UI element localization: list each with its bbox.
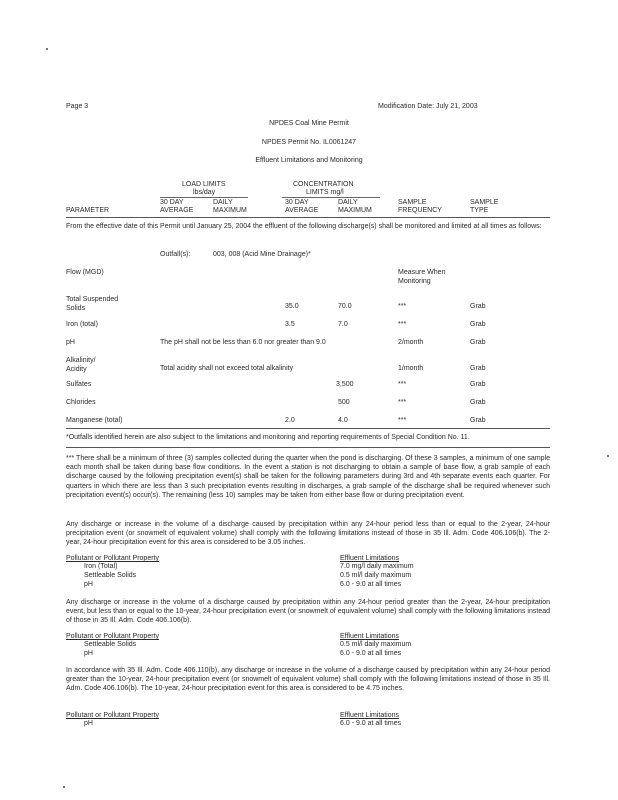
block1-limit: 6.0 - 9.0 at all times [340, 581, 402, 588]
block1-limits-header: Effluent Limitations [340, 555, 400, 562]
load-maximum-header: MAXIMUM [213, 207, 247, 214]
block1-pollutant: pH [84, 581, 93, 588]
row-30day-average: 35.0 [285, 303, 299, 310]
scan-speck [46, 48, 48, 50]
load-daily-header: DAILY [213, 199, 233, 206]
row-sample-type: Grab [470, 381, 486, 388]
conc-daily-header: DAILY [338, 199, 358, 206]
block3-limits-header: Effluent Limitations [340, 712, 400, 719]
row-note: The pH shall not be less than 6.0 nor greater than 9.0 [160, 339, 326, 346]
row-daily-maximum: 70.0 [338, 303, 352, 310]
concentration-header: CONCENTRATION [293, 181, 354, 188]
row-frequency: *** [398, 399, 407, 406]
outfalls-label: Outfall(s): [160, 251, 191, 258]
row-daily-maximum: 4.0 [338, 417, 348, 424]
permit-number: NPDES Permit No. IL0061247 [261, 139, 357, 146]
row-param: Total Suspended Solids [66, 296, 119, 312]
scan-speck [63, 786, 65, 788]
block2-pollutant: pH [84, 650, 93, 657]
ten-year-event-paragraph: Any discharge or increase in the volume of a discharge caused by precipitation within any 24-hour period greater than the 2-year, 24-hour precipitation event, but less than or equal to the 10-year, 24-hour precipitation event (or snowmelt of equivalent volume) shall comply with the following limitations instead of those in 35 Ill. Adm. Code 406.106(b). [66, 599, 550, 625]
row-param: pH [66, 339, 75, 346]
permit-title: NPDES Coal Mine Permit [269, 120, 349, 127]
row-daily-maximum: 7.0 [338, 321, 348, 328]
above-ten-year-paragraph: In accordance with 35 Ill. Adm. Code 406.110(b), any discharge or increase in the volume of a discharge caused by precipitation within any 24-hour period greater than the 10-year, 24-hour precipitation event (or snowmelt of equivalent volume) shall comply with the following limitations instead of those in 35 Ill. Adm. Code 406.106(b). The 10-year, 24-hour precipitation event for this area is considered to be 4.75 inches. [66, 667, 550, 693]
row-daily-maximum: 3,500 [336, 381, 354, 388]
row-param: Manganese (total) [66, 417, 123, 424]
outfall-footnote: *Outfalls identified herein are also subject to the limitations and monitoring and reporting requirements of Special Condition No. 11. [66, 434, 470, 441]
block3-pollutant: pH [84, 720, 93, 727]
row-frequency: *** [398, 303, 407, 310]
load-average-header: AVERAGE [160, 207, 194, 214]
two-year-event-paragraph: Any discharge or increase in the volume of a discharge caused by precipitation within any 24-hour period less than or equal to the 2-year, 24-hour precipitation event (or snowmelt of equivalent volume) shall comply with the following limitations instead of those in 35 Ill. Adm. Code 406.106(b). The 2-year, 24-hour precipitation event for this area is considered to be 3.05 inches. [66, 521, 550, 547]
row-frequency: 2/month [398, 339, 424, 346]
block2-limit: 0.5 ml/l daily maximum [340, 641, 412, 648]
block1-pollutant: Iron (Total) [84, 563, 118, 570]
sample-header: SAMPLE [398, 199, 427, 206]
row-param: Sulfates [66, 381, 92, 388]
row-param: Flow (MGD) [66, 269, 104, 276]
block2-pollutant: Settleable Solids [84, 641, 137, 648]
effective-date-paragraph: From the effective date of this Permit until January 25, 2004 the effluent of the following discharge(s) shall be monitored and limited at all times as follows: [66, 223, 542, 230]
sampling-note-paragraph: *** There shall be a minimum of three (3) samples collected during the quarter when the pond is discharging. Of these 3 samples, a minimum of one sample each month shall be taken during base flow conditions. In the event a station is not discharging to obtain a sample of base flow, a grab sample of each discharge caused by the following precipitation event(s) shall be taken for the following parameters during 3rd and 4th separate events each quarter. For quarters in which there are less than 3 such precipitation events resulting in discharges, a grab sample of the discharge shall be required whenever such precipitation event(s) occur(s). The remaining (less 10) samples may be taken from either base flow or during precipitation event. [66, 455, 550, 499]
load-unit-header: lbs/day [193, 189, 216, 196]
row-sample-type: Grab [470, 303, 486, 310]
conc-maximum-header: MAXIMUM [338, 207, 372, 214]
row-frequency: *** [398, 321, 407, 328]
block1-pollutant: Settleable Solids [84, 572, 137, 579]
load-limits-header: LOAD LIMITS [182, 181, 226, 188]
load-30day-header: 30 DAY [160, 199, 184, 206]
modification-date: Modification Date: July 21, 2003 [378, 103, 478, 110]
row-frequency: 1/month [398, 365, 424, 372]
row-param: Chlorides [66, 399, 96, 406]
block2-limits-header: Effluent Limitations [340, 633, 400, 640]
concentration-underline [282, 197, 380, 198]
block1-limit: 0.5 ml/l daily maximum [340, 572, 412, 579]
header-rule [66, 217, 550, 218]
type-header: TYPE [470, 207, 489, 214]
row-30day-average: 2.0 [285, 417, 295, 424]
outfalls-value: 003, 008 (Acid Mine Drainage)* [213, 251, 311, 258]
row-note: Total acidity shall not exceed total alkalinity [160, 365, 294, 372]
row-sample-type: Grab [470, 321, 486, 328]
load-underline [160, 197, 248, 198]
row-frequency: Measure When Monitoring [398, 269, 446, 285]
block3-pollutant-header: Pollutant or Pollutant Property [66, 712, 159, 719]
block1-pollutant-header: Pollutant or Pollutant Property [66, 555, 159, 562]
row-sample-type: Grab [470, 365, 486, 372]
block3-limit: 6.0 - 9.0 at all times [340, 720, 402, 727]
block2-limit: 6.0 - 9.0 at all times [340, 650, 402, 657]
row-param: Alkalinity/ Acidity [66, 357, 96, 373]
table-bottom-rule [66, 428, 550, 429]
row-30day-average: 3.5 [285, 321, 295, 328]
conc-30day-header: 30 DAY [285, 199, 309, 206]
page-number: Page 3 [66, 103, 89, 110]
row-frequency: *** [398, 417, 407, 424]
footnote-rule [66, 447, 550, 448]
row-daily-maximum: 500 [338, 399, 350, 406]
section-title: Effluent Limitations and Monitoring [255, 157, 363, 164]
sample-type-header: SAMPLE [470, 199, 499, 206]
row-sample-type: Grab [470, 339, 486, 346]
row-sample-type: Grab [470, 417, 486, 424]
row-param: Iron (total) [66, 321, 98, 328]
block2-pollutant-header: Pollutant or Pollutant Property [66, 633, 159, 640]
row-frequency: *** [398, 381, 407, 388]
concentration-unit-header: LIMITS mg/l [306, 189, 344, 196]
row-sample-type: Grab [470, 399, 486, 406]
conc-average-header: AVERAGE [285, 207, 319, 214]
scan-speck [607, 455, 609, 457]
block1-limit: 7.0 mg/l daily maximum [340, 563, 414, 570]
frequency-header: FREQUENCY [398, 207, 442, 214]
parameter-header: PARAMETER [66, 207, 110, 214]
